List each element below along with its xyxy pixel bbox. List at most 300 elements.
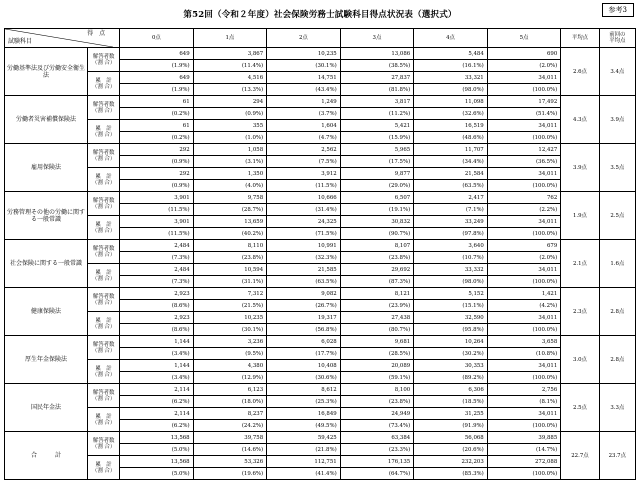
- percent-cell: (4.7%): [267, 132, 341, 144]
- percent-cell: (100.0%): [487, 132, 561, 144]
- count-cell: 31,255: [414, 408, 488, 420]
- previous-average-score: 3.3点: [599, 384, 635, 432]
- count-cell: 176,135: [340, 456, 414, 468]
- percent-cell: (11.2%): [340, 108, 414, 120]
- count-cell: 10,264: [414, 336, 488, 348]
- percent-cell: (32.3%): [267, 252, 341, 264]
- table-row: [5, 48, 636, 60]
- previous-average-score: 1.6点: [599, 240, 635, 288]
- percent-cell: (48.6%): [414, 132, 488, 144]
- row-kind-label-line1: 解答者数: [92, 341, 115, 348]
- row-kind-label-line2: （割 合）: [91, 299, 116, 306]
- row-kind-label: [88, 144, 120, 168]
- row-kind-label: [88, 192, 120, 216]
- percent-cell: (56.8%): [267, 324, 341, 336]
- count-cell: 1,249: [267, 96, 341, 108]
- count-cell: 13,568: [120, 456, 194, 468]
- percent-cell: (7.3%): [120, 252, 194, 264]
- row-kind-label-line1: 累 計: [95, 77, 112, 84]
- percent-cell: (98.0%): [414, 276, 488, 288]
- percent-cell: (80.7%): [340, 324, 414, 336]
- percent-cell: (87.3%): [340, 276, 414, 288]
- row-kind-label-line2: （割 合）: [91, 467, 116, 474]
- percent-cell: (100.0%): [487, 324, 561, 336]
- count-cell: 679: [487, 240, 561, 252]
- count-cell: 2,756: [487, 384, 561, 396]
- count-cell: 30,353: [414, 360, 488, 372]
- percent-cell: (12.9%): [193, 372, 267, 384]
- count-cell: 4,516: [193, 72, 267, 84]
- count-cell: 5,965: [340, 144, 414, 156]
- percent-cell: (28.7%): [193, 204, 267, 216]
- percent-cell: (19.6%): [193, 468, 267, 480]
- count-cell: 3,640: [414, 240, 488, 252]
- count-cell: 3,817: [340, 96, 414, 108]
- percent-cell: (11.4%): [193, 60, 267, 72]
- percent-cell: (100.0%): [487, 420, 561, 432]
- count-cell: 24,325: [267, 216, 341, 228]
- percent-cell: (13.3%): [193, 84, 267, 96]
- count-cell: 292: [120, 144, 194, 156]
- percent-cell: (89.2%): [414, 372, 488, 384]
- row-kind-label-line1: 解答者数: [92, 53, 115, 60]
- percent-cell: (3.1%): [193, 156, 267, 168]
- count-cell: 2,484: [120, 264, 194, 276]
- count-cell: 112,751: [267, 456, 341, 468]
- table-row: [5, 120, 636, 132]
- count-cell: 8,110: [193, 240, 267, 252]
- average-score: 3.0点: [561, 336, 599, 384]
- count-cell: 30,832: [340, 216, 414, 228]
- percent-cell: (2.0%): [487, 60, 561, 72]
- count-cell: 272,088: [487, 456, 561, 468]
- count-cell: 13,086: [340, 48, 414, 60]
- count-cell: 33,249: [414, 216, 488, 228]
- percent-cell: (10.8%): [487, 348, 561, 360]
- count-cell: 63,384: [340, 432, 414, 444]
- percent-cell: (36.5%): [487, 156, 561, 168]
- count-cell: 6,306: [414, 384, 488, 396]
- row-kind-label: [88, 216, 120, 240]
- count-cell: 34,011: [487, 72, 561, 84]
- percent-cell: (100.0%): [487, 84, 561, 96]
- count-cell: 1,350: [193, 168, 267, 180]
- count-cell: 16,519: [414, 120, 488, 132]
- row-kind-label: [88, 96, 120, 120]
- row-kind-label-line2: （割 合）: [91, 323, 116, 330]
- count-cell: 29,692: [340, 264, 414, 276]
- count-cell: 13,568: [120, 432, 194, 444]
- count-cell: 32,590: [414, 312, 488, 324]
- count-cell: 8,100: [340, 384, 414, 396]
- table-row: [5, 312, 636, 324]
- percent-cell: (26.7%): [267, 300, 341, 312]
- count-cell: 9,082: [267, 288, 341, 300]
- corner-header-cell: [5, 29, 120, 48]
- col-header-2: 2点: [267, 29, 341, 48]
- percent-cell: (43.4%): [267, 84, 341, 96]
- row-kind-label: [88, 336, 120, 360]
- col-header-1: 1点: [193, 29, 267, 48]
- row-kind-label-line1: 累 計: [95, 221, 112, 228]
- count-cell: 6,123: [193, 384, 267, 396]
- previous-average-score: 3.4点: [599, 48, 635, 96]
- table-row: [5, 168, 636, 180]
- count-cell: 5,152: [414, 288, 488, 300]
- percent-cell: (2.2%): [487, 204, 561, 216]
- count-cell: 8,237: [193, 408, 267, 420]
- count-cell: 9,877: [340, 168, 414, 180]
- table-row: [5, 192, 636, 204]
- previous-average-score: 2.8点: [599, 336, 635, 384]
- corner-label-score: 得 点: [87, 30, 106, 37]
- subject-name: 労務管理その他の労働に関する一般常識: [5, 192, 88, 240]
- percent-cell: (21.5%): [193, 300, 267, 312]
- count-cell: 9,758: [193, 192, 267, 204]
- row-kind-label: [88, 168, 120, 192]
- count-cell: 232,203: [414, 456, 488, 468]
- percent-cell: (10.7%): [414, 252, 488, 264]
- count-cell: 690: [487, 48, 561, 60]
- subject-name: 合 計: [5, 432, 88, 480]
- count-cell: 9,681: [340, 336, 414, 348]
- percent-cell: (6.2%): [120, 396, 194, 408]
- previous-average-score: 2.8点: [599, 288, 635, 336]
- percent-cell: (100.0%): [487, 276, 561, 288]
- percent-cell: (3.4%): [120, 372, 194, 384]
- percent-cell: (63.5%): [267, 276, 341, 288]
- count-cell: 34,011: [487, 168, 561, 180]
- percent-cell: (98.0%): [414, 84, 488, 96]
- count-cell: 2,484: [120, 240, 194, 252]
- row-kind-label-line1: 累 計: [95, 125, 112, 132]
- percent-cell: (32.6%): [414, 108, 488, 120]
- percent-cell: (8.6%): [120, 300, 194, 312]
- count-cell: 11,707: [414, 144, 488, 156]
- previous-average-score: 3.9点: [599, 96, 635, 144]
- row-kind-label-line2: （割 合）: [91, 107, 116, 114]
- row-kind-label-line2: （割 合）: [91, 59, 116, 66]
- percent-cell: (20.6%): [414, 444, 488, 456]
- percent-cell: (7.1%): [414, 204, 488, 216]
- count-cell: 12,427: [487, 144, 561, 156]
- count-cell: 11,098: [414, 96, 488, 108]
- percent-cell: (30.1%): [267, 60, 341, 72]
- percent-cell: (17.7%): [267, 348, 341, 360]
- count-cell: 14,751: [267, 72, 341, 84]
- count-cell: 3,901: [120, 192, 194, 204]
- page-title: 第52回（令和２年度）社会保険労務士試験科目得点状況表（選択式）: [183, 10, 457, 20]
- count-cell: 10,666: [267, 192, 341, 204]
- row-kind-label-line1: 累 計: [95, 173, 112, 180]
- percent-cell: (29.0%): [340, 180, 414, 192]
- row-kind-label-line2: （割 合）: [91, 155, 116, 162]
- percent-cell: (11.5%): [120, 204, 194, 216]
- percent-cell: (1.9%): [120, 84, 194, 96]
- row-kind-label-line2: （割 合）: [91, 275, 116, 282]
- table-row: [5, 408, 636, 420]
- count-cell: 27,837: [340, 72, 414, 84]
- average-score: 3.9点: [561, 144, 599, 192]
- row-kind-label-line2: （割 合）: [91, 395, 116, 402]
- row-kind-label-line1: 解答者数: [92, 245, 115, 252]
- row-kind-label-line2: （割 合）: [91, 203, 116, 210]
- table-row: [5, 264, 636, 276]
- percent-cell: (81.8%): [340, 84, 414, 96]
- average-score: 2.1点: [561, 240, 599, 288]
- row-kind-label-line1: 累 計: [95, 461, 112, 468]
- count-cell: 294: [193, 96, 267, 108]
- percent-cell: (0.2%): [120, 108, 194, 120]
- count-cell: 34,011: [487, 120, 561, 132]
- count-cell: 8,107: [340, 240, 414, 252]
- row-kind-label: [88, 72, 120, 96]
- percent-cell: (23.8%): [193, 252, 267, 264]
- count-cell: 5,421: [340, 120, 414, 132]
- count-cell: 10,408: [267, 360, 341, 372]
- count-cell: 34,011: [487, 408, 561, 420]
- row-kind-label: [88, 456, 120, 480]
- count-cell: 2,923: [120, 312, 194, 324]
- prev-avg-label-line2: 平均点: [609, 38, 626, 44]
- subject-name: 健康保険法: [5, 288, 88, 336]
- subject-name: 厚生年金保険法: [5, 336, 88, 384]
- table-row: [5, 360, 636, 372]
- count-cell: 1,144: [120, 336, 194, 348]
- percent-cell: (31.4%): [267, 204, 341, 216]
- row-kind-label: [88, 120, 120, 144]
- percent-cell: (21.8%): [267, 444, 341, 456]
- row-kind-label-line1: 解答者数: [92, 389, 115, 396]
- percent-cell: (30.1%): [193, 324, 267, 336]
- average-score: 2.3点: [561, 288, 599, 336]
- row-kind-label-line1: 解答者数: [92, 437, 115, 444]
- percent-cell: (30.6%): [267, 372, 341, 384]
- col-header-3: 3点: [340, 29, 414, 48]
- row-kind-label-line1: 累 計: [95, 365, 112, 372]
- row-kind-label: [88, 312, 120, 336]
- percent-cell: (18.0%): [193, 396, 267, 408]
- row-kind-label-line1: 解答者数: [92, 149, 115, 156]
- count-cell: 1,144: [120, 360, 194, 372]
- percent-cell: (71.5%): [267, 228, 341, 240]
- count-cell: 1,058: [193, 144, 267, 156]
- row-kind-label-line2: （割 合）: [91, 83, 116, 90]
- count-cell: 34,011: [487, 312, 561, 324]
- average-score: 1.9点: [561, 192, 599, 240]
- average-score: 2.5点: [561, 384, 599, 432]
- count-cell: 56,068: [414, 432, 488, 444]
- percent-cell: (8.6%): [120, 324, 194, 336]
- subject-name: 国民年金法: [5, 384, 88, 432]
- count-cell: 6,507: [340, 192, 414, 204]
- reference-badge: 参考3: [602, 3, 634, 17]
- count-cell: 2,114: [120, 384, 194, 396]
- score-table-body: [5, 48, 636, 480]
- percent-cell: (95.8%): [414, 324, 488, 336]
- count-cell: 33,321: [414, 72, 488, 84]
- percent-cell: (23.3%): [340, 444, 414, 456]
- average-score: 22.7点: [561, 432, 599, 480]
- count-cell: 355: [193, 120, 267, 132]
- count-cell: 292: [120, 168, 194, 180]
- col-header-avg: 平均点: [561, 29, 599, 48]
- row-kind-label-line2: （割 合）: [91, 443, 116, 450]
- subject-name: 社会保険に関する一般常識: [5, 240, 88, 288]
- row-kind-label-line2: （割 合）: [91, 419, 116, 426]
- table-row: [5, 144, 636, 156]
- count-cell: 4,380: [193, 360, 267, 372]
- percent-cell: (6.2%): [120, 420, 194, 432]
- count-cell: 20,089: [340, 360, 414, 372]
- percent-cell: (51.4%): [487, 108, 561, 120]
- average-score: 2.6点: [561, 48, 599, 96]
- percent-cell: (97.8%): [414, 228, 488, 240]
- row-kind-label-line2: （割 合）: [91, 251, 116, 258]
- percent-cell: (18.5%): [414, 396, 488, 408]
- table-row: [5, 216, 636, 228]
- percent-cell: (7.5%): [267, 156, 341, 168]
- percent-cell: (14.7%): [487, 444, 561, 456]
- percent-cell: (41.4%): [267, 468, 341, 480]
- score-table: [4, 28, 636, 480]
- percent-cell: (100.0%): [487, 468, 561, 480]
- percent-cell: (3.7%): [267, 108, 341, 120]
- count-cell: 16,849: [267, 408, 341, 420]
- corner-label-subject: 試験科目: [8, 38, 33, 45]
- count-cell: 21,585: [267, 264, 341, 276]
- count-cell: 3,236: [193, 336, 267, 348]
- row-kind-label-line2: （割 合）: [91, 227, 116, 234]
- row-kind-label: [88, 432, 120, 456]
- previous-average-score: 3.5点: [599, 144, 635, 192]
- percent-cell: (49.5%): [267, 420, 341, 432]
- percent-cell: (9.5%): [193, 348, 267, 360]
- table-row: [5, 432, 636, 444]
- percent-cell: (1.0%): [193, 132, 267, 144]
- row-kind-label-line1: 累 計: [95, 413, 112, 420]
- count-cell: 39,885: [487, 432, 561, 444]
- count-cell: 10,594: [193, 264, 267, 276]
- count-cell: 2,114: [120, 408, 194, 420]
- count-cell: 17,492: [487, 96, 561, 108]
- count-cell: 8,121: [340, 288, 414, 300]
- count-cell: 3,658: [487, 336, 561, 348]
- percent-cell: (14.6%): [193, 444, 267, 456]
- percent-cell: (17.5%): [340, 156, 414, 168]
- count-cell: 39,758: [193, 432, 267, 444]
- percent-cell: (11.5%): [267, 180, 341, 192]
- percent-cell: (38.5%): [340, 60, 414, 72]
- percent-cell: (28.5%): [340, 348, 414, 360]
- table-row: [5, 72, 636, 84]
- row-kind-label: [88, 408, 120, 432]
- row-kind-label: [88, 360, 120, 384]
- count-cell: 13,659: [193, 216, 267, 228]
- percent-cell: (0.2%): [120, 132, 194, 144]
- count-cell: 1,421: [487, 288, 561, 300]
- percent-cell: (15.9%): [340, 132, 414, 144]
- count-cell: 61: [120, 120, 194, 132]
- percent-cell: (4.0%): [193, 180, 267, 192]
- count-cell: 649: [120, 48, 194, 60]
- table-row: [5, 384, 636, 396]
- percent-cell: (2.0%): [487, 252, 561, 264]
- percent-cell: (31.1%): [193, 276, 267, 288]
- row-kind-label: [88, 48, 120, 72]
- row-kind-label-line1: 累 計: [95, 269, 112, 276]
- count-cell: 21,584: [414, 168, 488, 180]
- count-cell: 34,011: [487, 216, 561, 228]
- percent-cell: (16.1%): [414, 60, 488, 72]
- percent-cell: (30.2%): [414, 348, 488, 360]
- row-kind-label: [88, 240, 120, 264]
- count-cell: 3,867: [193, 48, 267, 60]
- percent-cell: (59.1%): [340, 372, 414, 384]
- count-cell: 33,332: [414, 264, 488, 276]
- percent-cell: (100.0%): [487, 372, 561, 384]
- table-row: [5, 96, 636, 108]
- count-cell: 2,923: [120, 288, 194, 300]
- count-cell: 10,235: [267, 48, 341, 60]
- count-cell: 34,011: [487, 360, 561, 372]
- col-header-5: 5点: [487, 29, 561, 48]
- percent-cell: (25.3%): [267, 396, 341, 408]
- percent-cell: (34.4%): [414, 156, 488, 168]
- prev-avg-label-line1: 前回の: [609, 32, 626, 38]
- percent-cell: (100.0%): [487, 180, 561, 192]
- percent-cell: (8.1%): [487, 396, 561, 408]
- count-cell: 3,901: [120, 216, 194, 228]
- count-cell: 19,317: [267, 312, 341, 324]
- row-kind-label: [88, 384, 120, 408]
- percent-cell: (0.9%): [120, 180, 194, 192]
- count-cell: 53,326: [193, 456, 267, 468]
- row-kind-label-line1: 解答者数: [92, 293, 115, 300]
- subject-name: 雇用保険法: [5, 144, 88, 192]
- count-cell: 5,484: [414, 48, 488, 60]
- count-cell: 6,028: [267, 336, 341, 348]
- percent-cell: (40.2%): [193, 228, 267, 240]
- previous-average-score: 23.7点: [599, 432, 635, 480]
- percent-cell: (63.5%): [414, 180, 488, 192]
- percent-cell: (24.2%): [193, 420, 267, 432]
- count-cell: 59,425: [267, 432, 341, 444]
- count-cell: 3,912: [267, 168, 341, 180]
- row-kind-label: [88, 288, 120, 312]
- row-kind-label-line1: 解答者数: [92, 101, 115, 108]
- percent-cell: (7.3%): [120, 276, 194, 288]
- percent-cell: (100.0%): [487, 228, 561, 240]
- percent-cell: (64.7%): [340, 468, 414, 480]
- percent-cell: (0.9%): [120, 156, 194, 168]
- row-kind-label-line2: （割 合）: [91, 347, 116, 354]
- count-cell: 762: [487, 192, 561, 204]
- table-row: [5, 336, 636, 348]
- percent-cell: (0.9%): [193, 108, 267, 120]
- percent-cell: (23.8%): [340, 252, 414, 264]
- subject-name: 労働者災害補償保険法: [5, 96, 88, 144]
- row-kind-label-line1: 解答者数: [92, 197, 115, 204]
- average-score: 4.3点: [561, 96, 599, 144]
- count-cell: 2,562: [267, 144, 341, 156]
- table-row: [5, 456, 636, 468]
- col-header-0: 0点: [120, 29, 194, 48]
- percent-cell: (5.0%): [120, 468, 194, 480]
- subject-name: 労働基準法及び労働安全衛生法: [5, 48, 88, 96]
- row-kind-label-line1: 累 計: [95, 317, 112, 324]
- count-cell: 34,011: [487, 264, 561, 276]
